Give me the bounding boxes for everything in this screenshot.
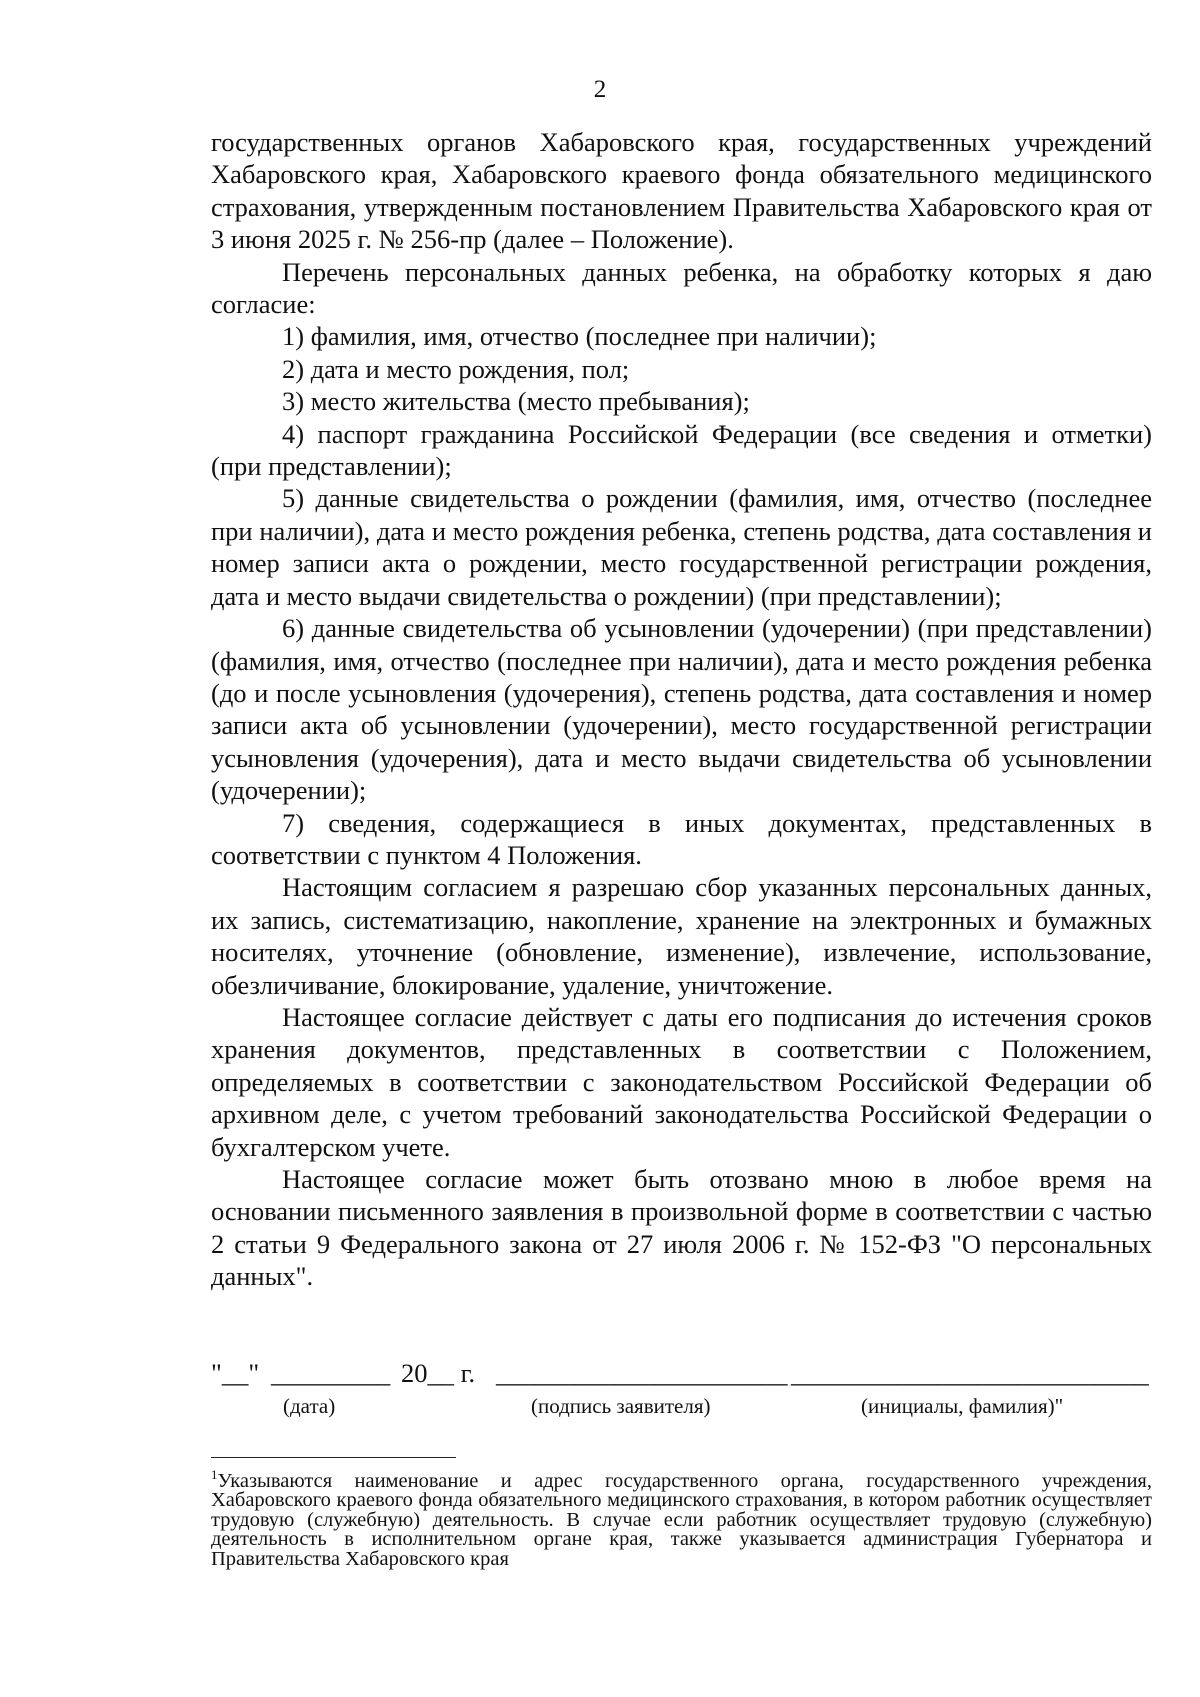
list-item-5: 5) данные свидетельства о рождении (фамилия, имя, отчество (последнее при наличии), дата и место рождения ребенка, степень родства, дата составления и номер записи акта о рождении, место государственной регистрации рождения, дата и место выдачи свидетельства о рождении) (при представлении); [211, 483, 1152, 611]
paragraph-continuation: государственных органов Хабаровского края, государственных учреждений Хабаровского края, Хабаровского краевого фонда обязательного медицинского страхования, утвержденным постановлением Правительства Хабаровского края от 3 июня 2025 г. № 256-пр (далее – Положение). [211, 127, 1152, 255]
label-signature: (подпись заявителя) [531, 1394, 711, 1418]
label-name: (инициалы, фамилия)" [861, 1394, 1064, 1418]
signature-block [211, 1358, 1152, 1430]
document-body [211, 126, 1152, 1293]
paragraph-consent-revoke: Настоящее согласие может быть отозвано мною в любое время на основании письменного заявления в произвольной форме в соответствии с частью 2 статьи 9 Федерального закона от 27 июля 2006 г. № 152-ФЗ "О персональных данных". [211, 1164, 1152, 1292]
label-date: (дата) [283, 1394, 336, 1418]
footnote-marker: 1 [211, 1467, 218, 1482]
list-item-7: 7) сведения, содержащиеся в иных документах, представленных в соответствии с пунктом 4 Положения. [211, 807, 1152, 870]
list-item-2: 2) дата и место рождения, пол; [282, 353, 630, 384]
footnote [211, 1465, 1152, 1569]
date-month-field: _________ [271, 1358, 391, 1388]
footnote-divider [211, 1457, 456, 1458]
list-item-6: 6) данные свидетельства об усыновлении (удочерении) (при представлении) (фамилия, имя, отчество (последнее при наличии), дата и место рождения ребенка (до и после усыновления (удочерения), степень родства, дата составления и номер записи акта об усыновлении (удочерении), место государственной регистрации усыновления (удочерения), дата и место выдачи свидетельства об усыновлении (удочерении); [211, 613, 1152, 806]
date-day-field: "__" [211, 1358, 260, 1388]
footnote-text: Указываются наименование и адрес государственного органа, государственного учреждения, Хабаровского краевого фонда обязательного медицинского страхования, в котором работник осуществляет трудовую (служебную) деятельность. В случае если работник осуществляет трудовую (служебную) деятельность в исполнительном органе края, также указывается администрация Губернатора и Правительства Хабаровского края [211, 1469, 1152, 1570]
paragraph-consent-term: Настоящее согласие действует с даты его подписания до истечения сроков хранения документов, представленных в соответствии с Положением, определяемых в соответствии с законодательством Российской Федерации об архивном деле, с учетом требований законодательства Российской Федерации о бухгалтерском учете. [211, 1001, 1152, 1162]
date-year-field: 20__ г. [401, 1358, 476, 1388]
paragraph-consent-scope: Настоящим согласием я разрешаю сбор указанных персональных данных, их запись, систематизацию, накопление, хранение на электронных и бумажных носителях, уточнение (обновление, изменение), извлечение, использование, обезличивание, блокирование, удаление, уничтожение. [211, 872, 1152, 1000]
name-field: ___________________________ [791, 1358, 1149, 1388]
page-number: 2 [593, 76, 607, 103]
list-item-4: 4) паспорт гражданина Российской Федерации (все сведения и отметки) (при представлении); [211, 418, 1152, 482]
list-item-1: 1) фамилия, имя, отчество (последнее при наличии); [282, 321, 877, 352]
signature-field: ______________________ [496, 1358, 788, 1388]
paragraph-list-intro: Перечень персональных данных ребенка, на обработку которых я даю согласие: [211, 256, 1152, 320]
list-item-3: 3) место жительства (место пребывания); [282, 386, 750, 417]
